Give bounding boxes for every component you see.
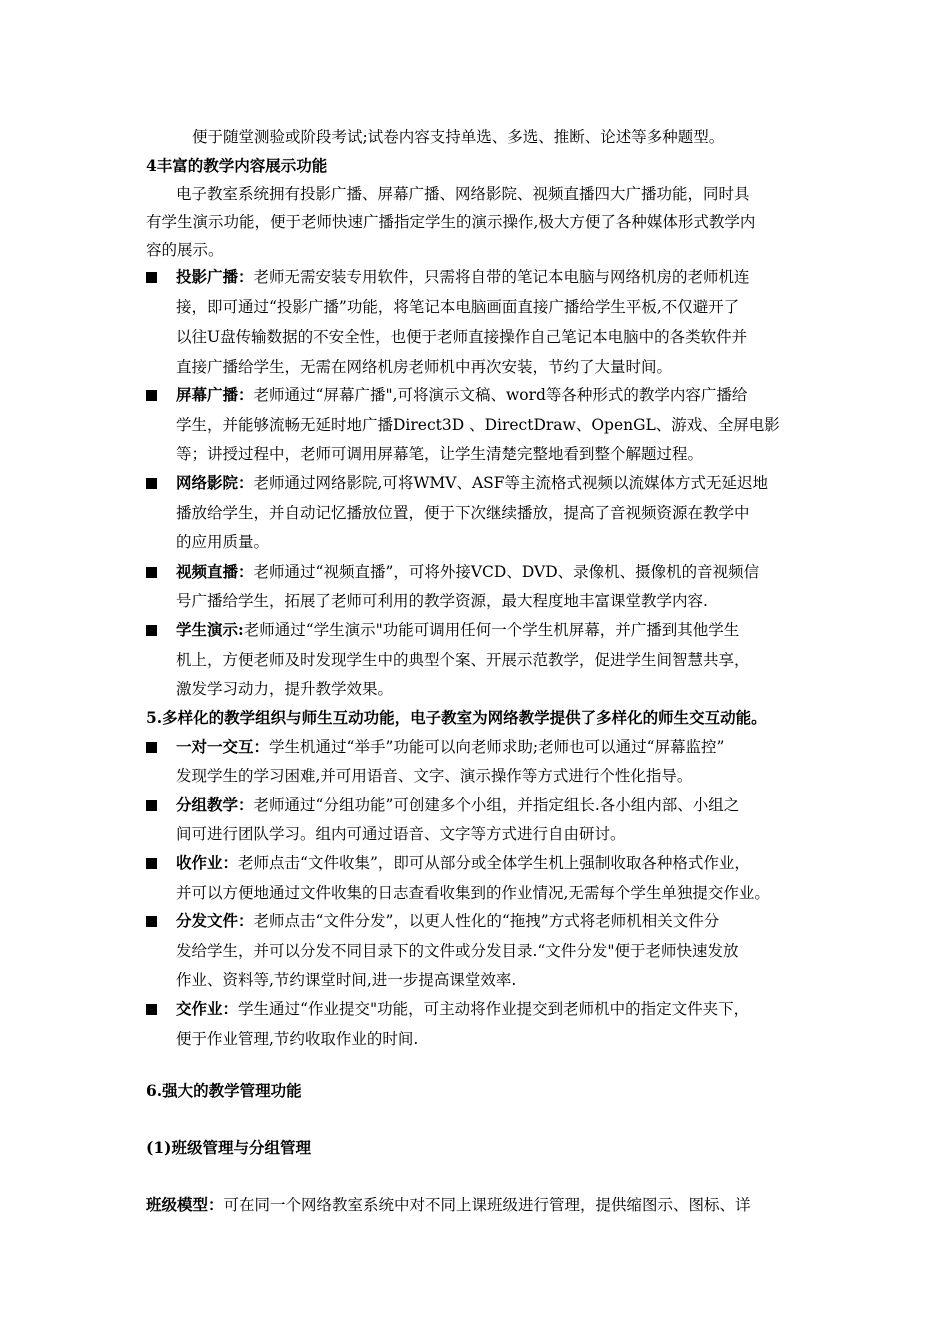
bullet-term: 交作业： bbox=[176, 999, 239, 1018]
bullet-item-first-line bbox=[176, 794, 739, 816]
bullet-term: 分发文件： bbox=[176, 911, 254, 930]
bullet-item-line: 机上，方便老师及时发现学生中的典型个案、开展示范教学，促进学生间智慧共享， bbox=[176, 651, 750, 669]
section-4-para-line: 电子教室系统拥有投影广播、屏幕广播、网络影院、视频直播四大广播功能，同时具 bbox=[176, 185, 750, 203]
bullet-item-line: 接，即可通过“投影广播”功能，将笔记本电脑画面直接广播给学生平板,不仅避开了 bbox=[176, 298, 740, 316]
bullet-square-icon bbox=[146, 478, 157, 489]
bullet-text: 老师通过“学生演示"功能可调用任何一个学生机屏幕，并广播到其他学生 bbox=[243, 621, 740, 639]
bullet-item-first-line bbox=[176, 384, 747, 406]
bullet-text: 学生通过“作业提交"功能，可主动将作业提交到老师机中的指定文件夹下， bbox=[238, 1000, 750, 1018]
bullet-term: 学生演示: bbox=[176, 620, 244, 639]
bullet-item-line: 以往U盘传输数据的不安全性，也便于老师直接操作自己笔记本电脑中的各类软件并 bbox=[176, 328, 748, 346]
intro-line: 便于随堂测验或阶段考试;试卷内容支持单选、多选、推断、论述等多种题型。 bbox=[192, 128, 725, 146]
class-model-line bbox=[146, 1194, 751, 1216]
section-6-heading: 6.强大的教学管理功能 bbox=[146, 1081, 302, 1100]
class-model-text: 可在同一个网络教室系统中对不同上课班级进行管理，提供缩图示、图标、详 bbox=[223, 1196, 751, 1214]
bullet-square-icon bbox=[146, 567, 157, 578]
bullet-text: 老师点击“文件分发”，以更人性化的“拖拽”方式将老师机相关文件分 bbox=[253, 912, 720, 930]
bullet-term: 屏幕广播： bbox=[176, 385, 254, 404]
bullet-item-first-line bbox=[176, 910, 719, 932]
section-6-subheading: (1)班级管理与分组管理 bbox=[146, 1138, 311, 1157]
bullet-item-line: 发给学生，并可以分发不同目录下的文件或分发目录.“文件分发"便于老师快速发放 bbox=[176, 942, 739, 960]
bullet-item-line: 间可进行团队学习。组内可通过语音、文字等方式进行自由研讨。 bbox=[176, 825, 626, 843]
section-5-heading: 5.多样化的教学组织与师生互动功能，电子教室为网络教学提供了多样化的师生交互动能。 bbox=[146, 708, 767, 727]
bullet-term: 收作业： bbox=[176, 853, 239, 872]
bullet-text: 老师通过网络影院,可将WMV、ASF等主流格式视频以流媒体方式无延迟地 bbox=[253, 474, 769, 492]
bullet-item-line: 并可以方便地通过文件收集的日志查看收集到的作业情况,无需每个学生单独提交作业。 bbox=[176, 884, 770, 902]
section-4-para-line: 容的展示。 bbox=[146, 241, 224, 259]
bullet-item-first-line bbox=[176, 561, 759, 583]
bullet-item-line: 作业、资料等,节约课堂时间,进一步提高课堂效率. bbox=[176, 971, 517, 989]
class-model-term: 班级模型： bbox=[146, 1195, 224, 1214]
bullet-item-line: 等；讲授过程中，老师可调用屏幕笔，让学生清楚完整地看到整个解题过程。 bbox=[176, 445, 704, 463]
bullet-square-icon bbox=[146, 800, 157, 811]
bullet-square-icon bbox=[146, 272, 157, 283]
bullet-square-icon bbox=[146, 625, 157, 636]
bullet-text: 老师通过“分组功能”可创建多个小组，并指定组长.各小组内部、小组之 bbox=[253, 796, 740, 814]
bullet-text: 老师通过“屏幕广播",可将演示文稿、word等各种形式的教学内容广播给 bbox=[253, 386, 748, 404]
bullet-text: 老师点击“文件收集”，即可从部分或全体学生机上强制收取各种格式作业， bbox=[238, 854, 750, 872]
bullet-item-line: 学生，并能够流畅无延时地广播Direct3D 、DirectDraw、OpenGL、游戏、全屏电影 bbox=[176, 416, 780, 434]
bullet-item-line: 播放给学生，并自动记忆播放位置，便于下次继续播放，提高了音视频资源在教学中 bbox=[176, 504, 750, 522]
bullet-item-first-line bbox=[176, 472, 768, 494]
bullet-item-line: 直接广播给学生，无需在网络机房老师机中再次安装，节约了大量时间。 bbox=[176, 358, 673, 376]
bullet-item-line: 号广播给学生，拓展了老师可利用的教学资源，最大程度地丰富课堂教学内容. bbox=[176, 592, 708, 610]
bullet-term: 一对一交互： bbox=[176, 737, 270, 756]
bullet-square-icon bbox=[146, 858, 157, 869]
bullet-text: 老师通过“视频直播”，可将外接VCD、DVD、录像机、摄像机的音视频信 bbox=[253, 563, 760, 581]
bullet-term: 网络影院： bbox=[176, 473, 254, 492]
bullet-item-first-line bbox=[176, 266, 750, 288]
bullet-item-line: 发现学生的学习困难,并可用语音、文字、演示操作等方式进行个性化指导。 bbox=[176, 767, 693, 785]
bullet-square-icon bbox=[146, 1004, 157, 1015]
bullet-term: 投影广播： bbox=[176, 267, 254, 286]
bullet-item-line: 便于作业管理,节约收取作业的时间. bbox=[176, 1030, 419, 1048]
bullet-term: 分组教学： bbox=[176, 795, 254, 814]
bullet-term: 视频直播： bbox=[176, 562, 254, 581]
section-4-para-line: 有学生演示功能，便于老师快速广播指定学生的演示操作,极大方便了各种媒体形式教学内 bbox=[146, 213, 756, 231]
bullet-square-icon bbox=[146, 742, 157, 753]
bullet-item-first-line bbox=[176, 736, 724, 758]
bullet-text: 老师无需安装专用软件，只需将自带的笔记本电脑与网络机房的老师机连 bbox=[253, 268, 750, 286]
section-4-heading: 4丰富的教学内容展示功能 bbox=[146, 156, 328, 175]
bullet-item-line: 激发学习动力，提升教学效果。 bbox=[176, 680, 394, 698]
bullet-square-icon bbox=[146, 390, 157, 401]
bullet-item-first-line bbox=[176, 852, 750, 874]
bullet-item-first-line bbox=[176, 998, 749, 1020]
bullet-text: 学生机通过“举手”功能可以向老师求助;老师也可以通过“屏幕监控” bbox=[269, 738, 725, 756]
bullet-item-line: 的应用质量。 bbox=[176, 533, 270, 551]
bullet-item-first-line bbox=[176, 619, 739, 641]
bullet-square-icon bbox=[146, 916, 157, 927]
